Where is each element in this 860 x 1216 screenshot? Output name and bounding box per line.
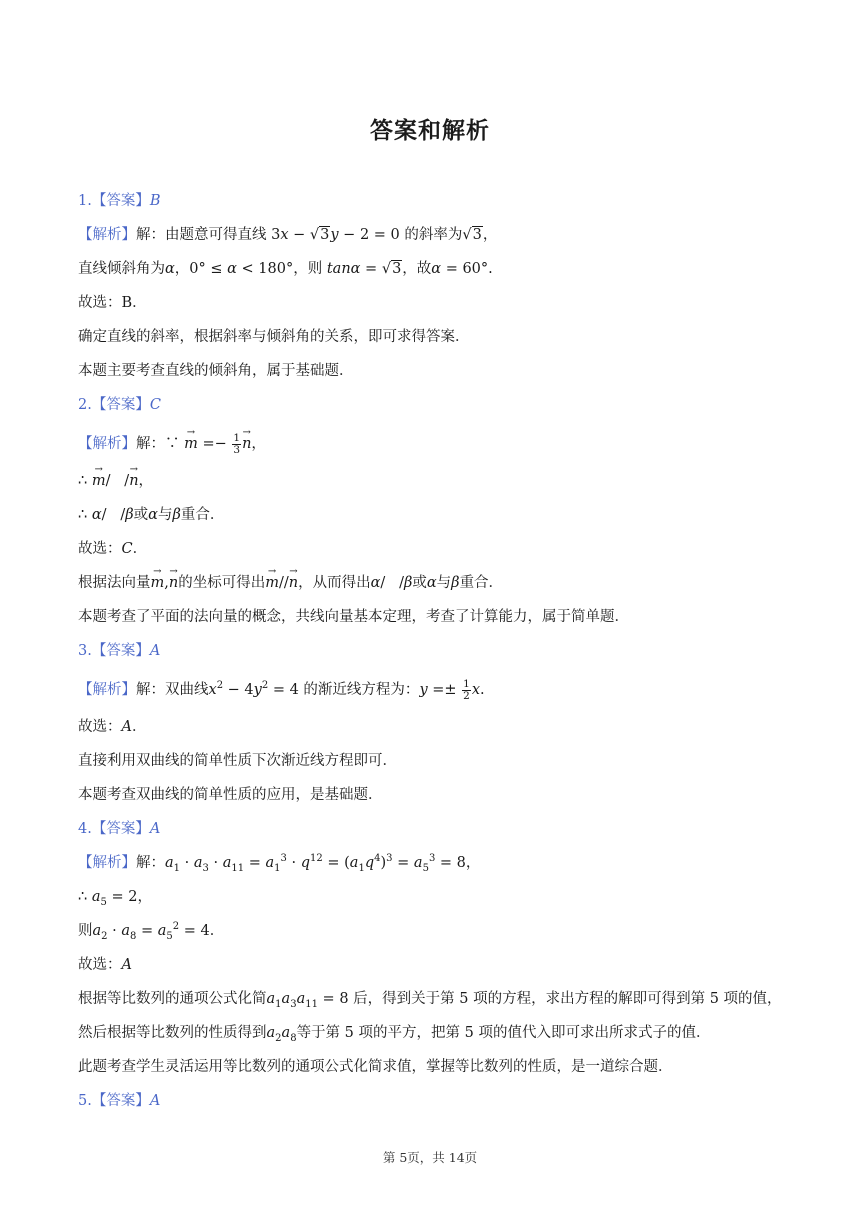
q4-method-line-1: 根据等比数列的通项公式化简$a_1a_3a_{11} = 8$ 后，得到关于第 5 项的方程，求出方程的解即可得到第 5 项的值， (78, 991, 782, 1010)
q4-answer-value: A (149, 821, 161, 837)
q5-answer-value: A (149, 1093, 161, 1109)
q2-answer-tag: 【答案】 (91, 397, 150, 413)
q3-method-line: 直接利用双曲线的简单性质下次渐近线方程即可． (78, 753, 397, 769)
q4-analysis-tag: 【解析】 (78, 855, 136, 871)
q1-analysis-line-2 (78, 254, 788, 288)
q4-analysis-line-3: 则$a_2 \cdot a_8 = a_5^2 = 4$． (78, 921, 225, 942)
q3-choice-line: 故选：A． (78, 719, 147, 735)
q2-fraction: $\frac{1}{3}$ (233, 431, 241, 456)
q1-answer-line (78, 186, 788, 220)
q2-answer-line (78, 390, 788, 424)
q3-asymptote-text: 的渐近线方程为： (298, 682, 420, 698)
q3-summary-line: 本题考查双曲线的简单性质的应用，是基础题． (78, 787, 383, 803)
q1-method-line: 确定直线的斜率，根据斜率与倾斜角的关系，即可求得答案． (78, 329, 470, 345)
q1-answer-value: B (149, 193, 161, 209)
q1-analysis-line-1 (78, 220, 788, 254)
q2-method-line: 根据法向量→ m,→ n的坐标可得出→ m//→ n，从而得出α/ /β或α与β重合． (78, 568, 788, 602)
page-title: 答案和解析 (370, 118, 490, 144)
q2-summary-line: 本题考查了平面的法向量的概念，共线向量基本定理，考查了计算能力，属于简单题． (78, 609, 629, 625)
q4-summary-line: 此题考查学生灵活运用等比数列的通项公式化简求值，掌握等比数列的性质，是一道综合题． (78, 1059, 673, 1075)
q3-analysis-tag: 【解析】 (78, 682, 136, 698)
q2-analysis-line-3: ∴ α/ /β或α与β重合． (78, 507, 225, 523)
q2-analysis-line-1: 【解析】解：∵ → m =− $\frac{1}{3}$ → n， (78, 424, 788, 466)
q1-choice-line: 故选：B． (78, 295, 147, 311)
q4-choice-line: 故选：A (78, 957, 132, 973)
q4-number: 4. (78, 821, 92, 837)
q3-answer-value: A (149, 643, 161, 659)
q5-answer-tag: 【答案】 (91, 1093, 150, 1109)
q4-answer-tag: 【答案】 (91, 821, 150, 837)
page-footer: 第 5页，共 14页 (382, 1150, 478, 1165)
q1-summary-line: 本题主要考查直线的倾斜角，属于基础题． (78, 363, 354, 379)
q3-answer-line (78, 636, 788, 670)
q2-text: 解：∵ (136, 436, 185, 452)
q1-slope-text: 的斜率为√3， (399, 227, 498, 243)
q1-line-equation: 3x − √3y − 2 = 0 (271, 227, 400, 243)
vector-n: → n (242, 424, 251, 464)
q2-number: 2. (78, 397, 92, 413)
q2-analysis-tag: 【解析】 (78, 436, 136, 452)
q1-answer-tag: 【答案】 (91, 193, 150, 209)
q1-number: 1. (78, 193, 92, 209)
q3-fraction: $\frac{1}{2}$ (463, 677, 470, 702)
q1-text: 解：由题意可得直线 (136, 227, 272, 243)
answer-content (78, 186, 788, 1120)
q4-answer-line (78, 814, 788, 848)
q3-analysis-line-1: 【解析】解：双曲线$x^2 - 4y^2 = 4$ 的渐近线方程为：y =± $\frac{1}{2}$ x. (78, 677, 485, 702)
q1-analysis-tag: 【解析】 (78, 227, 136, 243)
q2-choice-line: 故选：C． (78, 541, 148, 557)
q4-text: 解： (136, 855, 165, 871)
q3-answer-tag: 【答案】 (91, 643, 150, 659)
q4-analysis-line-1: 【解析】解：$a_1 \cdot a_3 \cdot a_{11} = a_1^3 \cdot q^{12} = (a_1q^4)^3 = a_5^3 = 8$， (78, 853, 481, 874)
q4-method-line-2: 然后根据等比数列的性质得到$a_2a_8$等于第 5 项的平方，把第 5 项的值代入即可求出所求式子的值． (78, 1025, 711, 1044)
q2-analysis-line-2: ∴ → m/ /→ n， (78, 466, 788, 500)
q3-number: 3. (78, 643, 92, 659)
q4-analysis-line-2: ∴ $a_5 = 2$， (78, 889, 152, 908)
q5-number: 5. (78, 1093, 92, 1109)
q3-text: 解：双曲线 (136, 682, 209, 698)
q2-answer-value: C (149, 397, 161, 413)
q1-angle-text: 直线倾斜角为α，0° ≤ α < 180°，则 tanα = √3，故α = 60°. (78, 261, 493, 277)
q5-answer-line (78, 1086, 788, 1120)
vector-m: → m (184, 424, 198, 464)
